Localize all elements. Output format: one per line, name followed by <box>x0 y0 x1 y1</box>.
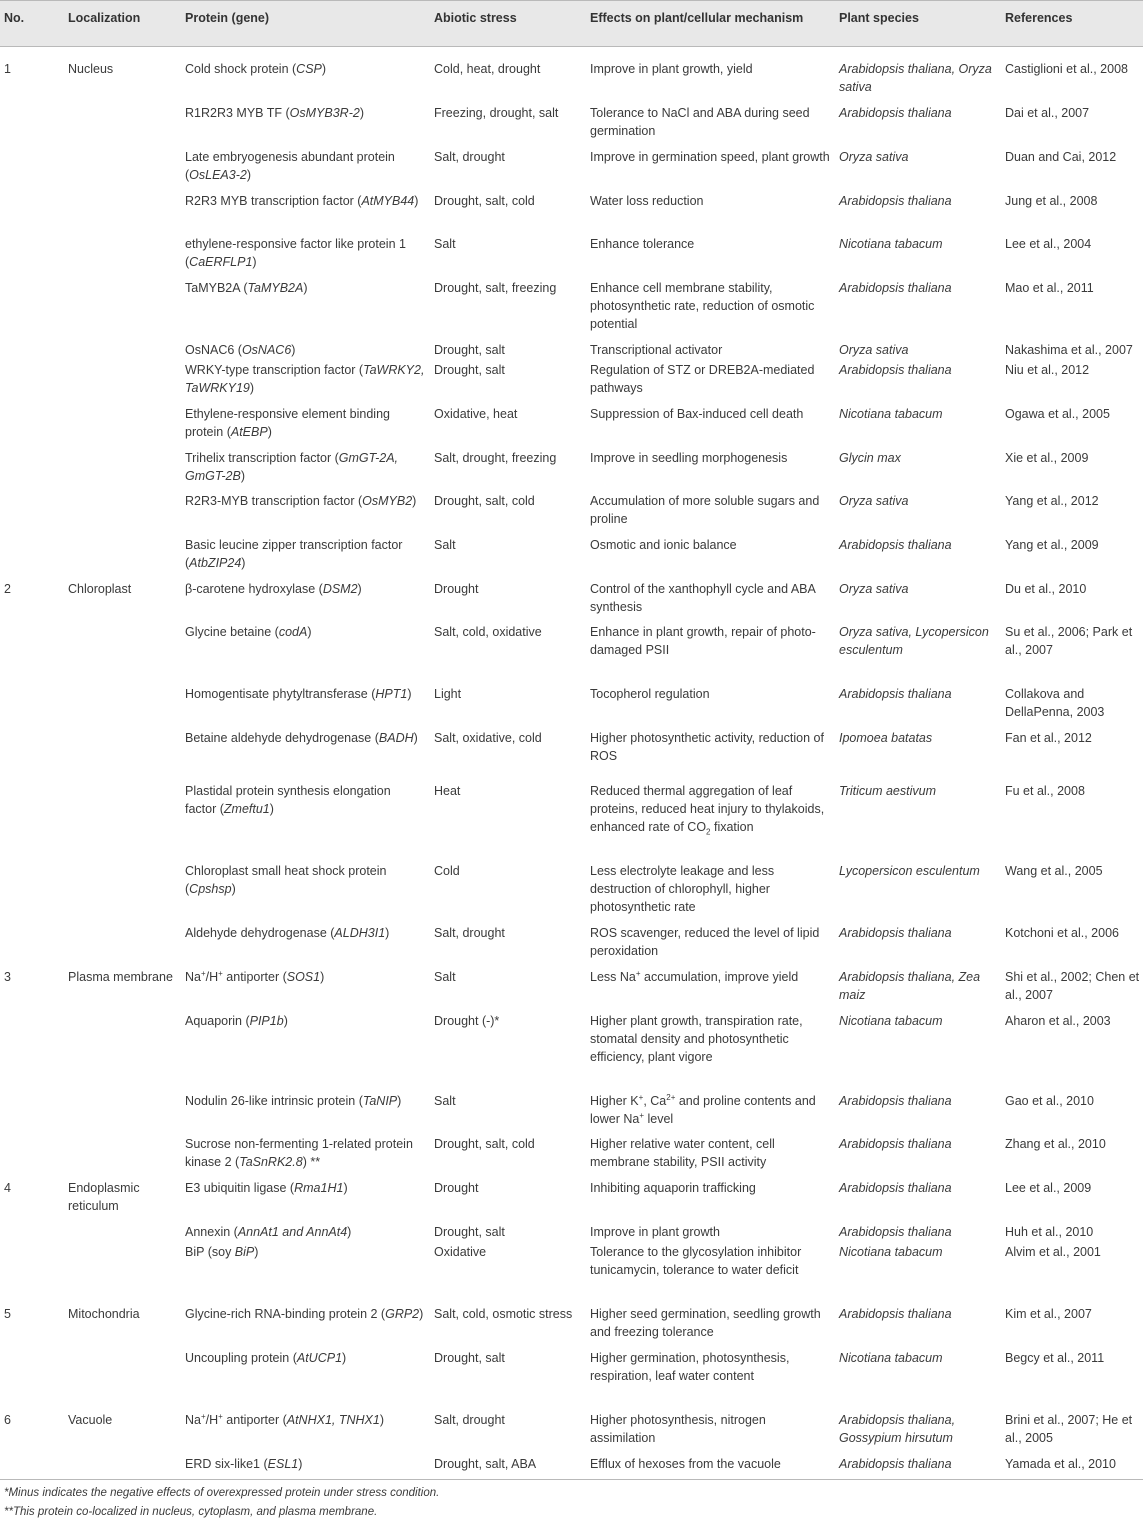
cell-reference: Lee et al., 2004 <box>1005 237 1092 251</box>
cell-effects: Reduced thermal aggregation of leaf proteins, reduced heat injury to thylakoids, enhanced rate of $CO_2$ fixation <box>590 784 825 837</box>
cell-reference: Lee et al., 2009 <box>1005 1181 1092 1195</box>
cell-localization: Chloroplast <box>68 582 132 596</box>
cell-no: 5 <box>4 1307 11 1321</box>
cell-stress: Drought, salt, cold <box>434 194 535 208</box>
footnote-2: **This protein co-localized in nucleus, cytoplasm, and plasma membrane. <box>4 1506 378 1518</box>
table-bottom-rule <box>0 1479 1143 1480</box>
cell-effects: Osmotic and ionic balance <box>590 538 737 552</box>
cell-species: Arabidopsis thaliana <box>839 1137 952 1151</box>
cell-reference: Wang et al., 2005 <box>1005 864 1103 878</box>
cell-reference: Aharon et al., 2003 <box>1005 1014 1111 1028</box>
cell-stress: Freezing, drought, salt <box>434 106 559 120</box>
cell-species: Nicotiana tabacum <box>839 1351 943 1365</box>
cell-species: Oryza sativa <box>839 150 909 164</box>
cell-effects: Higher K+, $Ca^{2+}$ and proline contents and lower Na+ level <box>590 1092 816 1126</box>
cell-reference: Huh et al., 2010 <box>1005 1225 1094 1239</box>
cell-protein: Homogentisate phytyltransferase (HPT1) <box>185 687 412 701</box>
cell-stress: Salt <box>434 1094 456 1108</box>
cell-stress: Salt, cold, oxidative <box>434 625 542 639</box>
table-header <box>0 0 1143 47</box>
cell-effects: Improve in germination speed, plant growth <box>590 150 830 164</box>
cell-species: Arabidopsis thaliana <box>839 1457 952 1471</box>
cell-reference: Brini et al., 2007; He et al., 2005 <box>1005 1413 1133 1445</box>
cell-protein: E3 ubiquitin ligase (Rma1H1) <box>185 1181 348 1195</box>
cell-species: Arabidopsis thaliana <box>839 1181 952 1195</box>
cell-species: Oryza sativa, Lycopersicon esculentum <box>839 625 989 657</box>
cell-protein: ethylene-responsive factor like protein 1 (CaERFLP1) <box>185 237 406 269</box>
cell-reference: Duan and Cai, 2012 <box>1005 150 1117 164</box>
cell-species: Ipomoea batatas <box>839 731 933 745</box>
cell-protein: R2R3 MYB transcription factor (AtMYB44) <box>185 194 419 208</box>
cell-protein: Aquaporin (PIP1b) <box>185 1014 288 1028</box>
cell-species: Nicotiana tabacum <box>839 1245 943 1259</box>
cell-stress: Salt, drought <box>434 1413 505 1427</box>
cell-effects: Improve in seedling morphogenesis <box>590 451 788 465</box>
cell-protein: OsNAC6 (OsNAC6) <box>185 343 296 357</box>
cell-stress: Salt, drought <box>434 150 505 164</box>
cell-protein: Cold shock protein (CSP) <box>185 62 327 76</box>
cell-species: Arabidopsis thaliana <box>839 363 952 377</box>
footnote-1: *Minus indicates the negative effects of overexpressed protein under stress condition. <box>4 1487 440 1499</box>
cell-species: Nicotiana tabacum <box>839 407 943 421</box>
cell-species: Triticum aestivum <box>839 784 937 798</box>
cell-reference: Dai et al., 2007 <box>1005 106 1090 120</box>
cell-localization: Vacuole <box>68 1413 113 1427</box>
cell-effects: Improve in plant growth, yield <box>590 62 753 76</box>
cell-effects: Enhance cell membrane stability, photosynthetic rate, reduction of osmotic potential <box>590 281 815 331</box>
cell-reference: Xie et al., 2009 <box>1005 451 1089 465</box>
cell-no: 1 <box>4 62 11 76</box>
cell-reference: Du et al., 2010 <box>1005 582 1087 596</box>
cell-protein: Trihelix transcription factor (GmGT-2A, GmGT-2B) <box>185 451 399 483</box>
cell-protein: WRKY-type transcription factor (TaWRKY2, TaWRKY19) <box>185 363 425 395</box>
cell-species: Arabidopsis thaliana <box>839 194 952 208</box>
cell-reference: Mao et al., 2011 <box>1005 281 1094 295</box>
cell-effects: Higher germination, photosynthesis, respiration, leaf water content <box>590 1351 790 1383</box>
cell-localization: Plasma membrane <box>68 970 173 984</box>
cell-protein: ERD six-like1 (ESL1) <box>185 1457 303 1471</box>
cell-species: Arabidopsis thaliana, Oryza sativa <box>839 62 992 94</box>
cell-reference: Niu et al., 2012 <box>1005 363 1090 377</box>
cell-species: Arabidopsis thaliana, Zea maiz <box>839 970 981 1002</box>
cell-effects: Transcriptional activator <box>590 343 723 357</box>
cell-effects: ROS scavenger, reduced the level of lipid peroxidation <box>590 926 820 958</box>
cell-protein: Na+/H+ antiporter (SOS1) <box>185 968 325 984</box>
cell-stress: Drought (-)* <box>434 1014 500 1028</box>
header-stress: Abiotic stress <box>434 11 517 25</box>
cell-reference: Kim et al., 2007 <box>1005 1307 1092 1321</box>
cell-stress: Heat <box>434 784 461 798</box>
cell-effects: Tolerance to the glycosylation inhibitor tunicamycin, tolerance to water deficit <box>590 1245 802 1277</box>
cell-species: Arabidopsis thaliana <box>839 687 952 701</box>
cell-protein: Basic leucine zipper transcription factor (AtbZIP24) <box>185 538 403 570</box>
cell-reference: Nakashima et al., 2007 <box>1005 343 1133 357</box>
header-references: References <box>1005 11 1073 25</box>
cell-reference: Jung et al., 2008 <box>1005 194 1098 208</box>
cell-effects: Suppression of Bax-induced cell death <box>590 407 804 421</box>
cell-reference: Collakova and DellaPenna, 2003 <box>1005 687 1105 719</box>
cell-species: Arabidopsis thaliana, Gossypium hirsutum <box>839 1413 956 1445</box>
cell-stress: Drought, salt, ABA <box>434 1457 537 1471</box>
cell-stress: Drought, salt, cold <box>434 494 535 508</box>
cell-effects: Enhance tolerance <box>590 237 695 251</box>
cell-reference: Yang et al., 2009 <box>1005 538 1099 552</box>
cell-stress: Drought, salt <box>434 1351 505 1365</box>
cell-stress: Drought <box>434 582 479 596</box>
cell-localization: Endoplasmic reticulum <box>68 1181 140 1213</box>
cell-reference: Shi et al., 2002; Chen et al., 2007 <box>1005 970 1140 1002</box>
cell-stress: Salt, oxidative, cold <box>434 731 542 745</box>
cell-species: Arabidopsis thaliana <box>839 106 952 120</box>
cell-stress: Cold, heat, drought <box>434 62 541 76</box>
cell-effects: Higher seed germination, seedling growth and freezing tolerance <box>590 1307 821 1339</box>
cell-protein: Chloroplast small heat shock protein (Cpshsp) <box>185 864 387 896</box>
cell-protein: Sucrose non-fermenting 1-related protein kinase 2 (TaSnRK2.8) ** <box>185 1137 413 1169</box>
cell-effects: Water loss reduction <box>590 194 704 208</box>
cell-protein: Glycine betaine (codA) <box>185 625 312 639</box>
cell-stress: Drought <box>434 1181 479 1195</box>
cell-reference: Fu et al., 2008 <box>1005 784 1085 798</box>
cell-stress: Drought, salt, cold <box>434 1137 535 1151</box>
cell-protein: BiP (soy BiP) <box>185 1245 259 1259</box>
header-effects: Effects on plant/cellular mechanism <box>590 11 804 25</box>
cell-effects: Tolerance to NaCl and ABA during seed germination <box>590 106 810 138</box>
header-localization: Localization <box>68 11 141 25</box>
cell-reference: Begcy et al., 2011 <box>1005 1351 1105 1365</box>
cell-protein: Annexin (AnnAt1 and AnnAt4) <box>185 1225 352 1239</box>
cell-effects: Control of the xanthophyll cycle and ABA synthesis <box>590 582 816 614</box>
cell-effects: Higher photosynthesis, nitrogen assimilation <box>590 1413 766 1445</box>
cell-stress: Drought, salt, freezing <box>434 281 557 295</box>
cell-protein: Plastidal protein synthesis elongation factor (Zmeftu1) <box>185 784 391 816</box>
cell-protein: R1R2R3 MYB TF (OsMYB3R-2) <box>185 106 364 120</box>
cell-species: Arabidopsis thaliana <box>839 538 952 552</box>
header-no: No. <box>4 11 25 25</box>
cell-species: Oryza sativa <box>839 494 909 508</box>
cell-effects: Higher plant growth, transpiration rate, stomatal density and photosynthetic efficiency, plant vigore <box>590 1014 803 1064</box>
header-species: Plant species <box>839 11 919 25</box>
cell-species: Arabidopsis thaliana <box>839 1225 952 1239</box>
cell-stress: Cold <box>434 864 460 878</box>
cell-protein: Na+/H+ antiporter (AtNHX1, TNHX1) <box>185 1411 385 1427</box>
cell-species: Glycin max <box>839 451 901 465</box>
cell-reference: Yang et al., 2012 <box>1005 494 1099 508</box>
cell-effects: Inhibiting aquaporin trafficking <box>590 1181 756 1195</box>
cell-stress: Drought, salt <box>434 1225 505 1239</box>
cell-effects: Accumulation of more soluble sugars and proline <box>590 494 820 526</box>
cell-localization: Mitochondria <box>68 1307 140 1321</box>
cell-protein: Glycine-rich RNA-binding protein 2 (GRP2) <box>185 1307 424 1321</box>
cell-species: Nicotiana tabacum <box>839 237 943 251</box>
cell-effects: Enhance in plant growth, repair of photo-damaged PSII <box>590 625 816 657</box>
cell-species: Lycopersicon esculentum <box>839 864 980 878</box>
cell-reference: Alvim et al., 2001 <box>1005 1245 1101 1259</box>
cell-effects: Regulation of STZ or DREB2A-mediated pathways <box>590 363 815 395</box>
cell-stress: Salt, drought <box>434 926 505 940</box>
cell-reference: Yamada et al., 2010 <box>1005 1457 1116 1471</box>
cell-localization: Nucleus <box>68 62 114 76</box>
cell-protein: TaMYB2A (TaMYB2A) <box>185 281 308 295</box>
cell-stress: Drought, salt <box>434 363 505 377</box>
cell-reference: Gao et al., 2010 <box>1005 1094 1094 1108</box>
cell-effects: Tocopherol regulation <box>590 687 710 701</box>
cell-protein: Uncoupling protein (AtUCP1) <box>185 1351 347 1365</box>
cell-reference: Fan et al., 2012 <box>1005 731 1092 745</box>
cell-effects: Higher photosynthetic activity, reduction of ROS <box>590 731 824 763</box>
cell-reference: Castiglioni et al., 2008 <box>1005 62 1128 76</box>
cell-stress: Salt <box>434 237 456 251</box>
cell-protein: R2R3-MYB transcription factor (OsMYB2) <box>185 494 417 508</box>
cell-effects: Less Na+ accumulation, improve yield <box>590 968 799 984</box>
cell-stress: Oxidative, heat <box>434 407 518 421</box>
cell-stress: Salt <box>434 970 456 984</box>
cell-no: 2 <box>4 582 11 596</box>
cell-protein: β-carotene hydroxylase (DSM2) <box>185 582 362 596</box>
cell-no: 4 <box>4 1181 11 1195</box>
cell-effects: Less electrolyte leakage and less destruction of chlorophyll, higher photosynthetic rate <box>590 864 775 914</box>
cell-reference: Ogawa et al., 2005 <box>1005 407 1110 421</box>
cell-protein: Aldehyde dehydrogenase (ALDH3I1) <box>185 926 390 940</box>
cell-species: Arabidopsis thaliana <box>839 926 952 940</box>
cell-protein: Late embryogenesis abundant protein (OsLEA3-2) <box>185 150 395 182</box>
cell-no: 3 <box>4 970 11 984</box>
cell-stress: Oxidative <box>434 1245 487 1259</box>
cell-no: 6 <box>4 1413 11 1427</box>
cell-protein: Betaine aldehyde dehydrogenase (BADH) <box>185 731 418 745</box>
header-protein: Protein (gene) <box>185 11 270 25</box>
cell-stress: Salt, cold, osmotic stress <box>434 1307 573 1321</box>
cell-species: Arabidopsis thaliana <box>839 1307 952 1321</box>
cell-reference: Kotchoni et al., 2006 <box>1005 926 1119 940</box>
cell-stress: Salt, drought, freezing <box>434 451 557 465</box>
cell-effects: Improve in plant growth <box>590 1225 720 1239</box>
cell-protein: Ethylene-responsive element binding protein (AtEBP) <box>185 407 390 439</box>
cell-effects: Efflux of hexoses from the vacuole <box>590 1457 781 1471</box>
cell-stress: Salt <box>434 538 456 552</box>
cell-species: Arabidopsis thaliana <box>839 1094 952 1108</box>
cell-reference: Su et al., 2006; Park et al., 2007 <box>1005 625 1133 657</box>
cell-stress: Drought, salt <box>434 343 505 357</box>
cell-species: Oryza sativa <box>839 343 909 357</box>
cell-effects: Higher relative water content, cell membrane stability, PSII activity <box>590 1137 775 1169</box>
cell-species: Oryza sativa <box>839 582 909 596</box>
cell-species: Arabidopsis thaliana <box>839 281 952 295</box>
cell-reference: Zhang et al., 2010 <box>1005 1137 1106 1151</box>
cell-stress: Light <box>434 687 462 701</box>
cell-protein: Nodulin 26-like intrinsic protein (TaNIP) <box>185 1094 402 1108</box>
cell-species: Nicotiana tabacum <box>839 1014 943 1028</box>
